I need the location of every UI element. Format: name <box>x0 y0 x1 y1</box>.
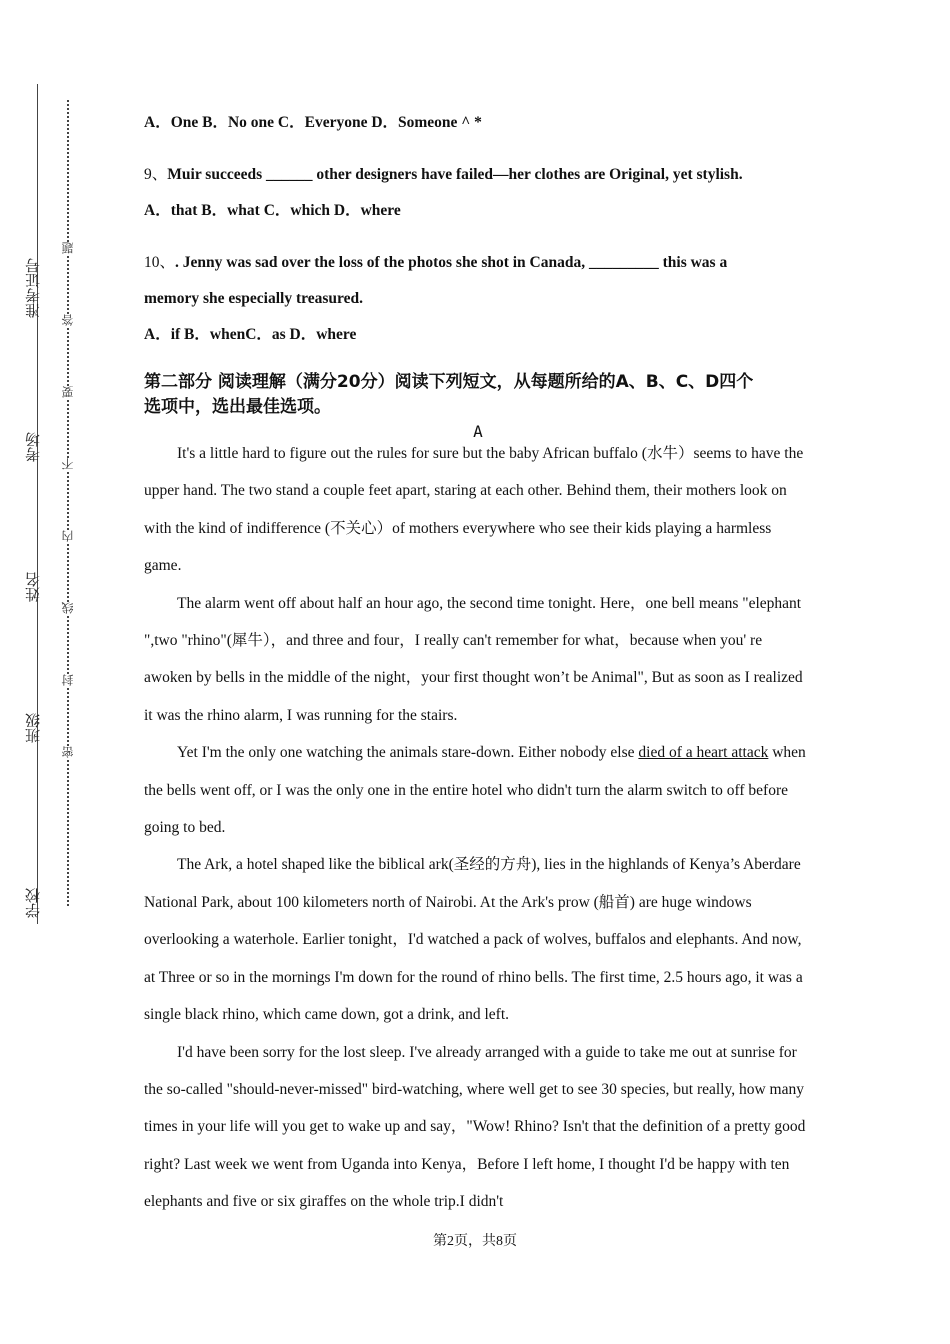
margin-label-class: 班级 <box>24 713 42 743</box>
seal-dotted-line <box>67 100 69 906</box>
question-9-text: Muir succeeds ______ other designers have failed—her clothes are Original, yet stylish. <box>167 166 743 183</box>
passage-paragraph-2: The alarm went off about half an hour ago, the second time tonight. Here，one bell means "elephant ",two "rhino"(犀牛），and three and four，I really can't remember for what，because when you' re awoken by bells in the middle of the night，your first thought won’t be Animal", But as soon as I realized it was the rhino alarm, I was running for the stairs. <box>144 594 803 724</box>
seal-char: 要 <box>61 386 75 398</box>
binding-margin-line <box>37 84 38 924</box>
seal-char: 密 <box>61 746 75 758</box>
question-10-text-line1: . Jenny was sad over the loss of the photos she shot in Canada, _________ this was a <box>175 254 728 271</box>
margin-label-exam-room: 考场 <box>24 432 42 462</box>
section-heading <box>144 370 812 420</box>
seal-char: 封 <box>61 674 75 686</box>
passage-paragraph-4: The Ark, a hotel shaped like the biblical ark(圣经的方舟), lies in the highlands of Kenya’s Aberdare National Park, about 100 kilometers north of Nairobi. At the Ark's prow (船首) are huge windows overlooking a waterhole. Earlier tonight，I'd watched a pack of wolves, buffalos and elephants. And now, at Three or so in the mornings I'm down for the round of rhino bells. The first time, 2.5 hours ago, it was a single black rhino, which came down, got a drink, and left. <box>144 856 803 1024</box>
seal-char: 线 <box>61 602 75 614</box>
question-10 <box>144 250 812 272</box>
question-10-options: A．if B．whenC．as D．where <box>144 326 357 343</box>
paragraph-3-text-post: when the bells went off, or I was the only one in the entire hotel who didn't turn the alarm switch to off before going to bed. <box>144 744 806 837</box>
paragraph-3-text-pre: Yet I'm the only one watching the animals stare-down. Either nobody else <box>177 744 639 762</box>
seal-char: 答 <box>61 314 75 326</box>
margin-label-name: 姓名 <box>24 572 42 602</box>
margin-label-exam-number: 准考证号 <box>24 258 42 318</box>
seal-char: 题 <box>61 242 75 254</box>
page-content <box>144 110 812 1221</box>
passage-paragraph-3 <box>144 734 812 846</box>
margin-label-school: 学校 <box>24 888 42 918</box>
section-heading-line2: 选项中，选出最佳选项。 <box>144 397 331 417</box>
seal-char: 不 <box>61 458 75 470</box>
passage-label: A <box>473 422 483 441</box>
passage-paragraph-5: I'd have been sorry for the lost sleep. I've already arranged with a guide to take me out at sunrise for the so-called "should-never-missed" bird-watching, where well get to see 30 species, but really, how many times in your life will you get to wake up and say，"Wow! Rhino? Isn't that the definition of a pretty good right? Last week we went from Uganda into Kenya，Before I left home, I thought I'd be happy with ten elephants and five or six giraffes on the whole trip.I didn't <box>144 1043 806 1211</box>
underlined-phrase: died of a heart attack <box>638 744 769 762</box>
question-8-options: A．One B．No one C．Everyone D．Someone ^ * <box>144 114 482 131</box>
page-footer: 第2页，共8页 <box>433 1234 517 1249</box>
question-9-options: A．that B．what C．which D．where <box>144 202 401 219</box>
question-10-text-line2: memory she especially treasured. <box>144 290 363 307</box>
passage-paragraph-1: It's a little hard to figure out the rules for sure but the baby African buffalo (水牛）seems to have the upper hand. The two stand a couple feet apart, staring at each other. Behind them, their mothers look on with the kind of indifference (不关心）of mothers everywhere who see their kids playing a harmless game. <box>144 445 804 575</box>
question-10-number: 10、 <box>144 254 176 271</box>
section-heading-line1: 第二部分 阅读理解（满分20分）阅读下列短文，从每题所给的A、B、C、D四个 <box>144 372 754 392</box>
question-9-number: 9、 <box>144 166 168 183</box>
seal-char: 内 <box>61 530 75 542</box>
question-9 <box>144 162 812 184</box>
